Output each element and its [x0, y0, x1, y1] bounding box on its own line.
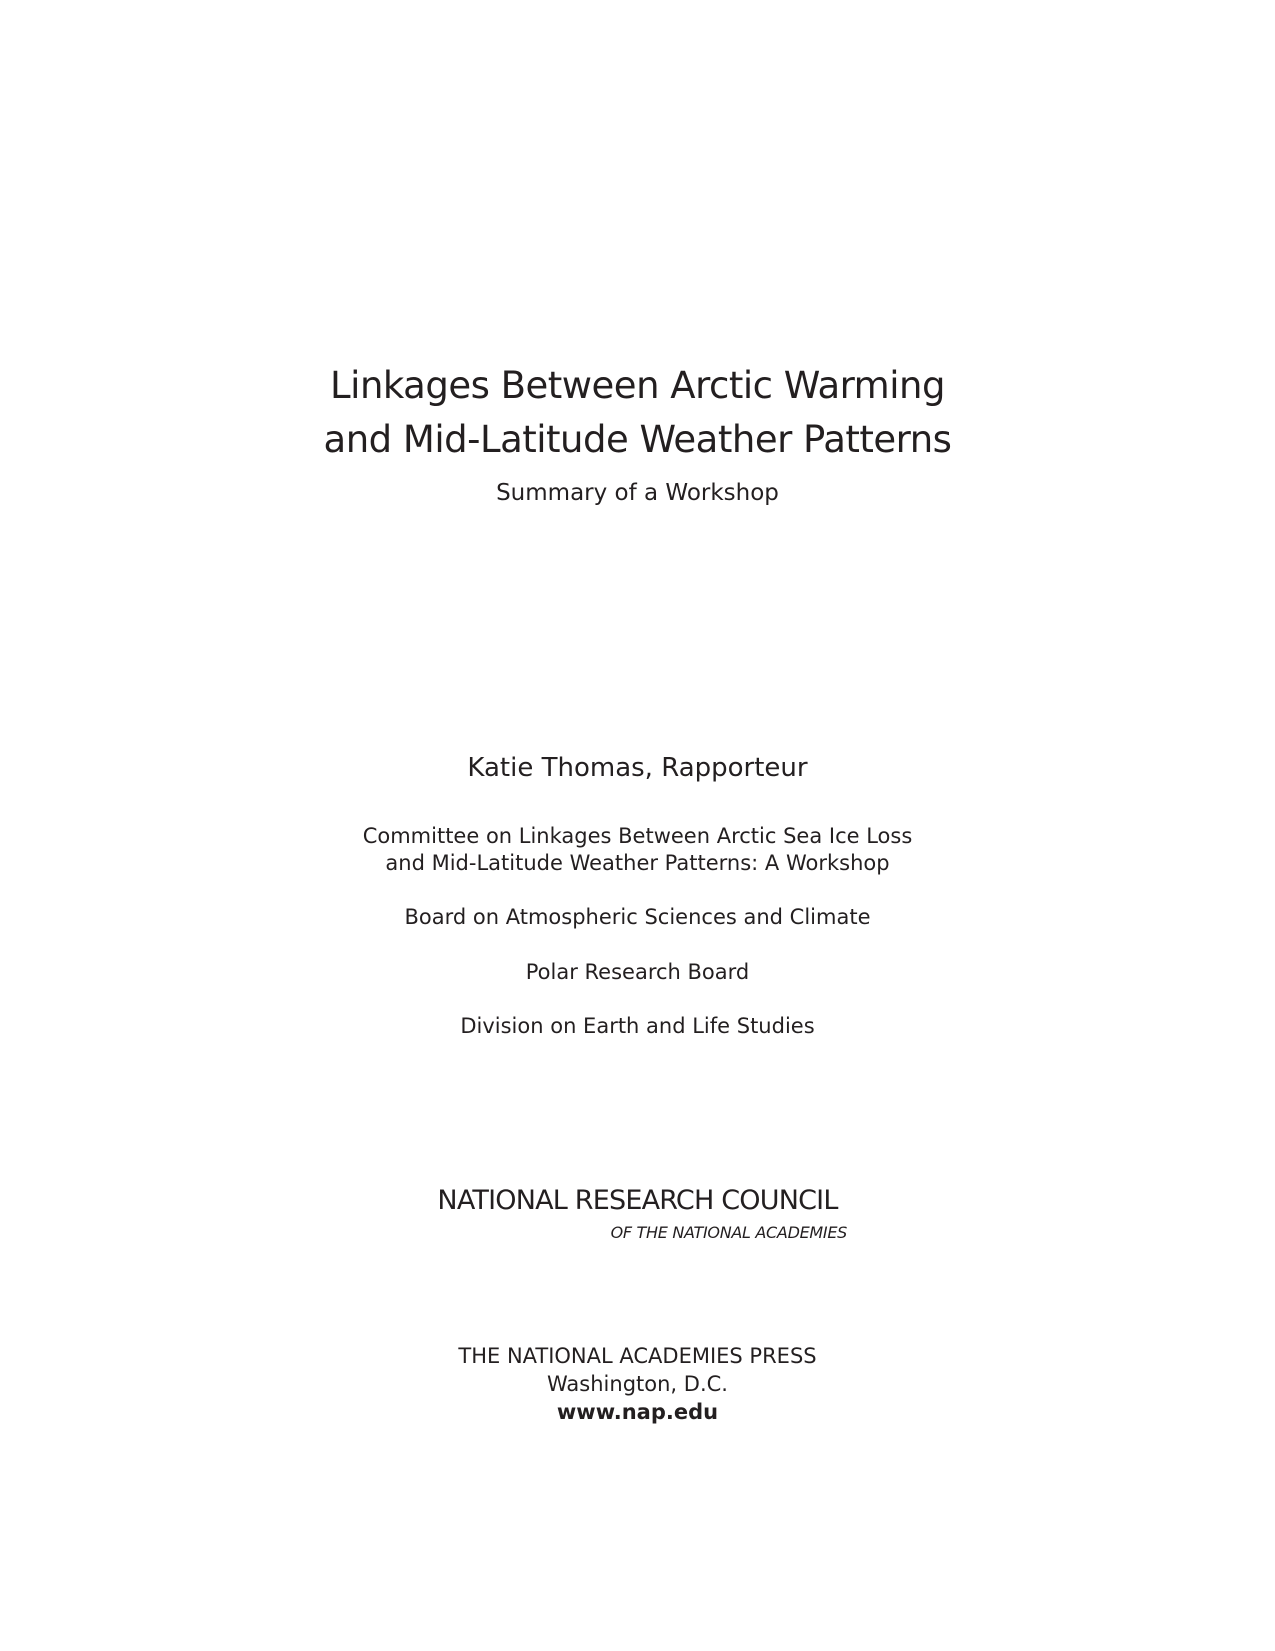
title-line-2: and Mid-Latitude Weather Patterns [323, 418, 952, 461]
logo-main-text: NATIONAL RESEARCH COUNCIL [437, 1185, 838, 1216]
logo-sub-text: OF THE NATIONAL ACADEMIES [610, 1223, 847, 1242]
rapporteur: Katie Thomas, Rapporteur [467, 753, 808, 783]
polar-research-board: Polar Research Board [525, 960, 750, 984]
press-name: THE NATIONAL ACADEMIES PRESS [458, 1344, 817, 1368]
title-line-1: Linkages Between Arctic Warming [330, 364, 945, 407]
subtitle: Summary of a Workshop [496, 480, 779, 506]
board-atmospheric-sciences: Board on Atmospheric Sciences and Climate [404, 905, 871, 929]
press-url-link[interactable]: www.nap.edu [556, 1400, 719, 1424]
press-city: Washington, D.C. [547, 1372, 728, 1396]
division-earth-life-studies: Division on Earth and Life Studies [460, 1014, 815, 1038]
committee-line-1: Committee on Linkages Between Arctic Sea Ice Loss [362, 824, 913, 848]
committee-line-2: and Mid-Latitude Weather Patterns: A Workshop [385, 851, 890, 875]
